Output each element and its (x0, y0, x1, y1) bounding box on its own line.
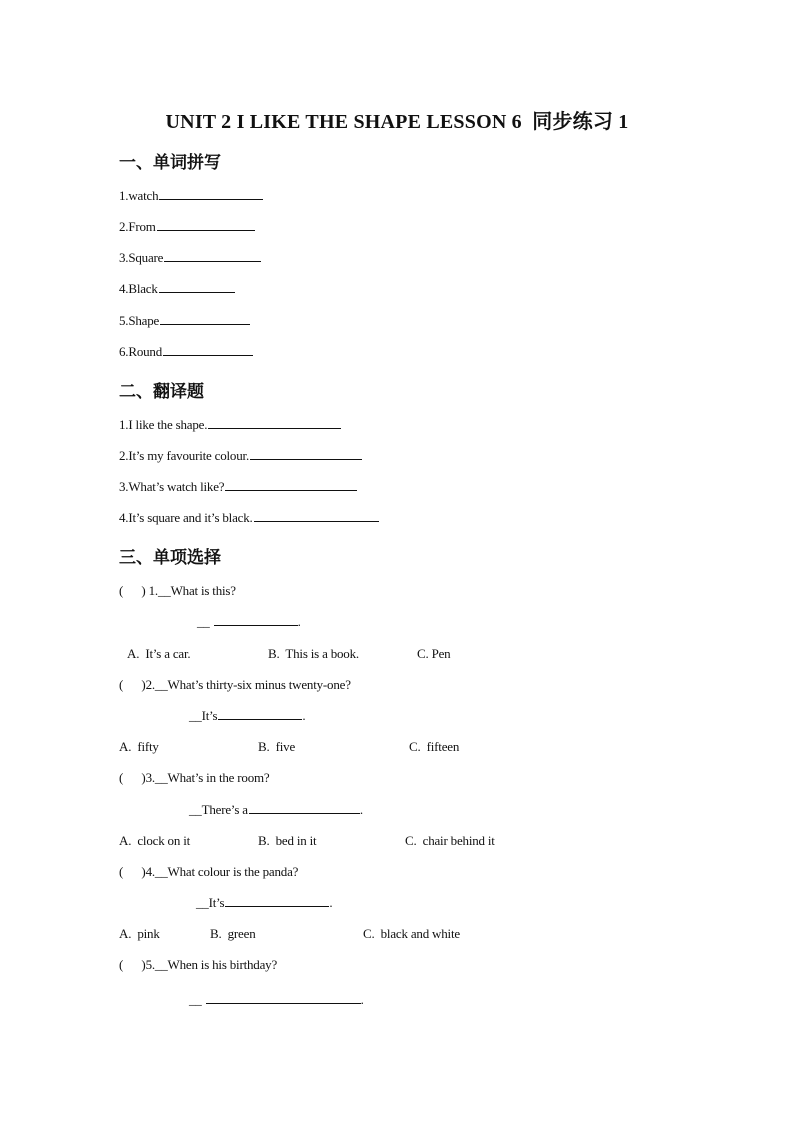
option-b[interactable]: B. green (210, 926, 256, 941)
answer-blank[interactable] (214, 615, 298, 626)
option-c[interactable]: C. chair behind it (405, 833, 495, 848)
answer-blank[interactable] (206, 993, 361, 1004)
section-heading-spelling: 一、单词拼写 (119, 153, 221, 173)
answer-blank[interactable] (157, 220, 255, 231)
answer-bracket[interactable]: ( ) (119, 583, 146, 598)
answer-line-4: __It’s . (196, 895, 333, 910)
answer-blank[interactable] (208, 418, 341, 429)
translation-item: 3.What’s watch like? (119, 479, 357, 495)
translation-item: 4.It’s square and it’s black. (119, 510, 379, 526)
section-heading-translation: 二、翻译题 (119, 382, 204, 402)
question-4: ( )4.__What colour is the panda? (119, 864, 299, 879)
answer-line-3: __There’s a . (189, 802, 363, 817)
answer-blank[interactable] (225, 480, 357, 491)
spelling-item: 1.watch (119, 188, 263, 204)
answer-blank[interactable] (218, 709, 302, 720)
answer-blank[interactable] (250, 449, 362, 460)
translation-item: 1.I like the shape. (119, 417, 341, 433)
option-b[interactable]: B. bed in it (258, 833, 317, 848)
question-2: ( )2.__What’s thirty-six minus twenty-one? (119, 677, 351, 692)
spelling-item: 6.Round (119, 344, 253, 360)
option-a[interactable]: A. It’s a car. (127, 646, 191, 661)
answer-line-1: __ . (197, 614, 301, 629)
option-a[interactable]: A. fifty (119, 739, 159, 754)
option-c[interactable]: C. fifteen (409, 739, 460, 754)
section-heading-choice: 三、单项选择 (119, 548, 221, 568)
option-c[interactable]: C. Pen (417, 646, 451, 661)
answer-blank[interactable] (160, 314, 250, 325)
answer-bracket[interactable]: ( ) (119, 864, 146, 879)
spelling-item: 2.From (119, 219, 255, 235)
answer-blank[interactable] (225, 896, 329, 907)
option-b[interactable]: B. This is a book. (268, 646, 359, 661)
answer-line-2: __It’s . (189, 708, 306, 723)
option-c[interactable]: C. black and white (363, 926, 460, 941)
answer-bracket[interactable]: ( ) (119, 957, 146, 972)
answer-blank[interactable] (163, 345, 253, 356)
spelling-item: 4.Black (119, 281, 235, 297)
answer-blank[interactable] (249, 803, 360, 814)
answer-blank[interactable] (159, 189, 263, 200)
answer-bracket[interactable]: ( ) (119, 770, 146, 785)
option-a[interactable]: A. clock on it (119, 833, 191, 848)
answer-bracket[interactable]: ( ) (119, 677, 146, 692)
option-a[interactable]: A. pink (119, 926, 160, 941)
answer-blank[interactable] (164, 251, 261, 262)
question-3: ( )3.__What’s in the room? (119, 770, 270, 785)
option-b[interactable]: B. five (258, 739, 296, 754)
question-5: ( )5.__When is his birthday? (119, 957, 278, 972)
answer-line-5: __ . (189, 992, 364, 1007)
answer-blank[interactable] (159, 282, 235, 293)
spelling-item: 5.Shape (119, 313, 250, 329)
answer-blank[interactable] (254, 511, 379, 522)
page-title: UNIT 2 I LIKE THE SHAPE LESSON 6 同步练习 1 (165, 111, 629, 133)
spelling-item: 3.Square (119, 250, 261, 266)
translation-item: 2.It’s my favourite colour. (119, 448, 362, 464)
question-1: ( ) 1.__What is this? (119, 583, 236, 598)
